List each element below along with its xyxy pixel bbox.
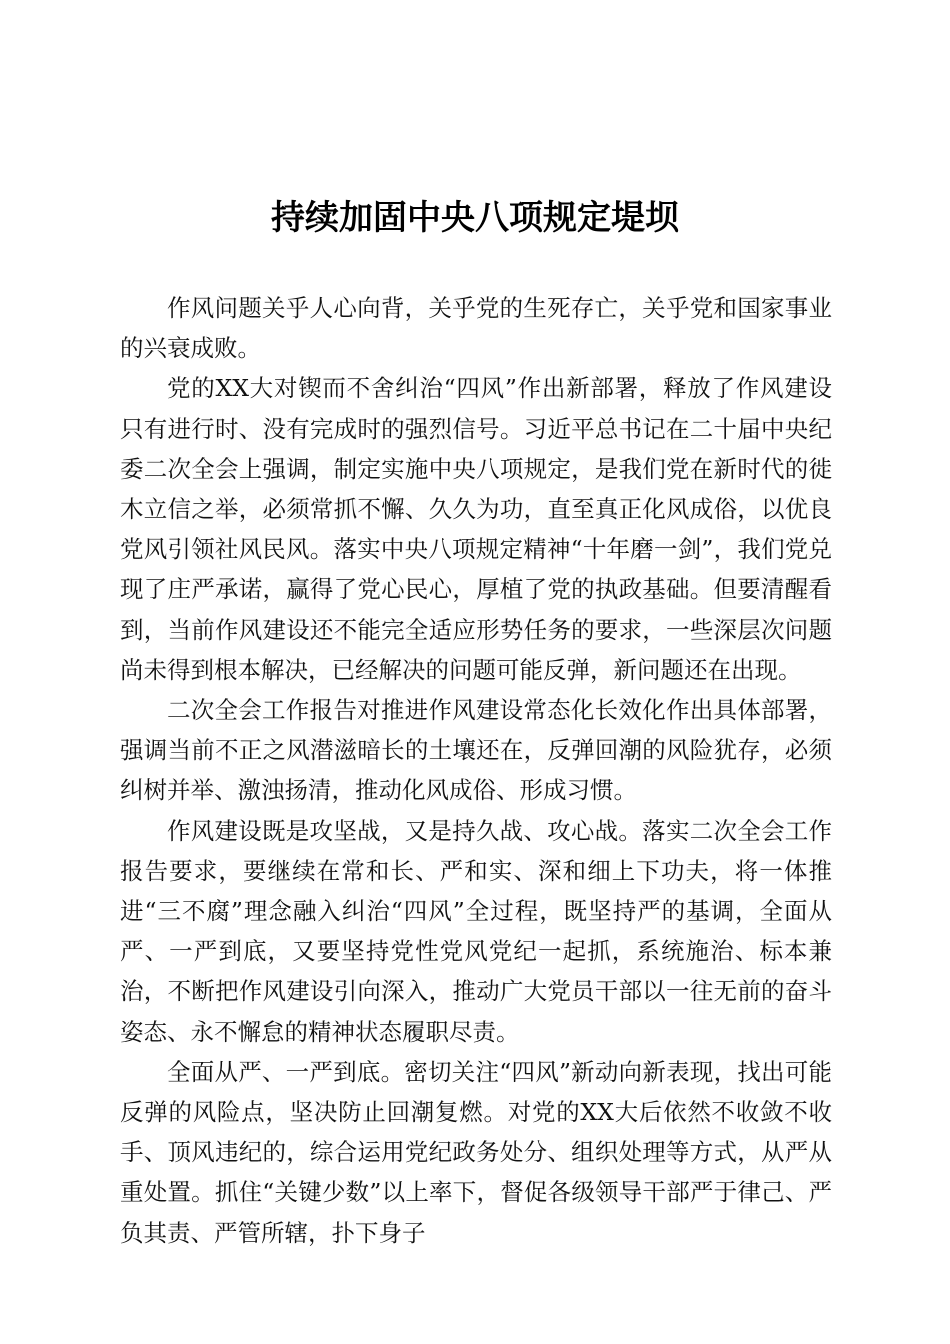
paragraph-2: 党的XX大对锲而不舍纠治“四风”作出新部署，释放了作风建设只有进行时、没有完成时的强烈信号。习近平总书记在二十届中央纪委二次全会上强调，制定实施中央八项规定，是我们党在新时代的徙木立信之举，必须常抓不懈、久久为功，直至真正化风成俗，以优良党风引领社风民风。落实中央八项规定精神“十年磨一剑”，我们党兑现了庄严承诺，赢得了党心民心，厚植了党的执政基础。但要清醒看到，当前作风建设还不能完全适应形势任务的要求，一些深层次问题尚未得到根本解决，已经解决的问题可能反弹，新问题还在出现。 [120,374,832,684]
document-body [120,288,832,1253]
paragraph-3: 二次全会工作报告对推进作风建设常态化长效化作出具体部署，强调当前不正之风潜滋暗长的土壤还在，反弹回潮的风险犹存，必须纠树并举、激浊扬清，推动化风成俗、形成习惯。 [120,696,832,805]
paragraph-5: 全面从严、一严到底。密切关注“四风”新动向新表现，找出可能反弹的风险点，坚决防止回潮复燃。对党的XX大后依然不收敛不收手、顶风违纪的，综合运用党纪政务处分、组织处理等方式，从严从重处置。抓住“关键少数”以上率下，督促各级领导干部严于律己、严负其责、严管所辖，扑下身子 [120,1057,832,1247]
paragraph-1: 作风问题关乎人心向背，关乎党的生死存亡，关乎党和国家事业的兴衰成败。 [120,294,832,363]
paragraph-4: 作风建设既是攻坚战，又是持久战、攻心战。落实二次全会工作报告要求，要继续在常和长、严和实、深和细上下功夫，将一体推进“三不腐”理念融入纠治“四风”全过程，既坚持严的基调，全面从严、一严到底，又要坚持党性党风党纪一起抓，系统施治、标本兼治，不断把作风建设引向深入，推动广大党员干部以一往无前的奋斗姿态、永不懈怠的精神状态履职尽责。 [120,816,832,1046]
document-title: 持续加固中央八项规定堤坝 [271,198,679,238]
